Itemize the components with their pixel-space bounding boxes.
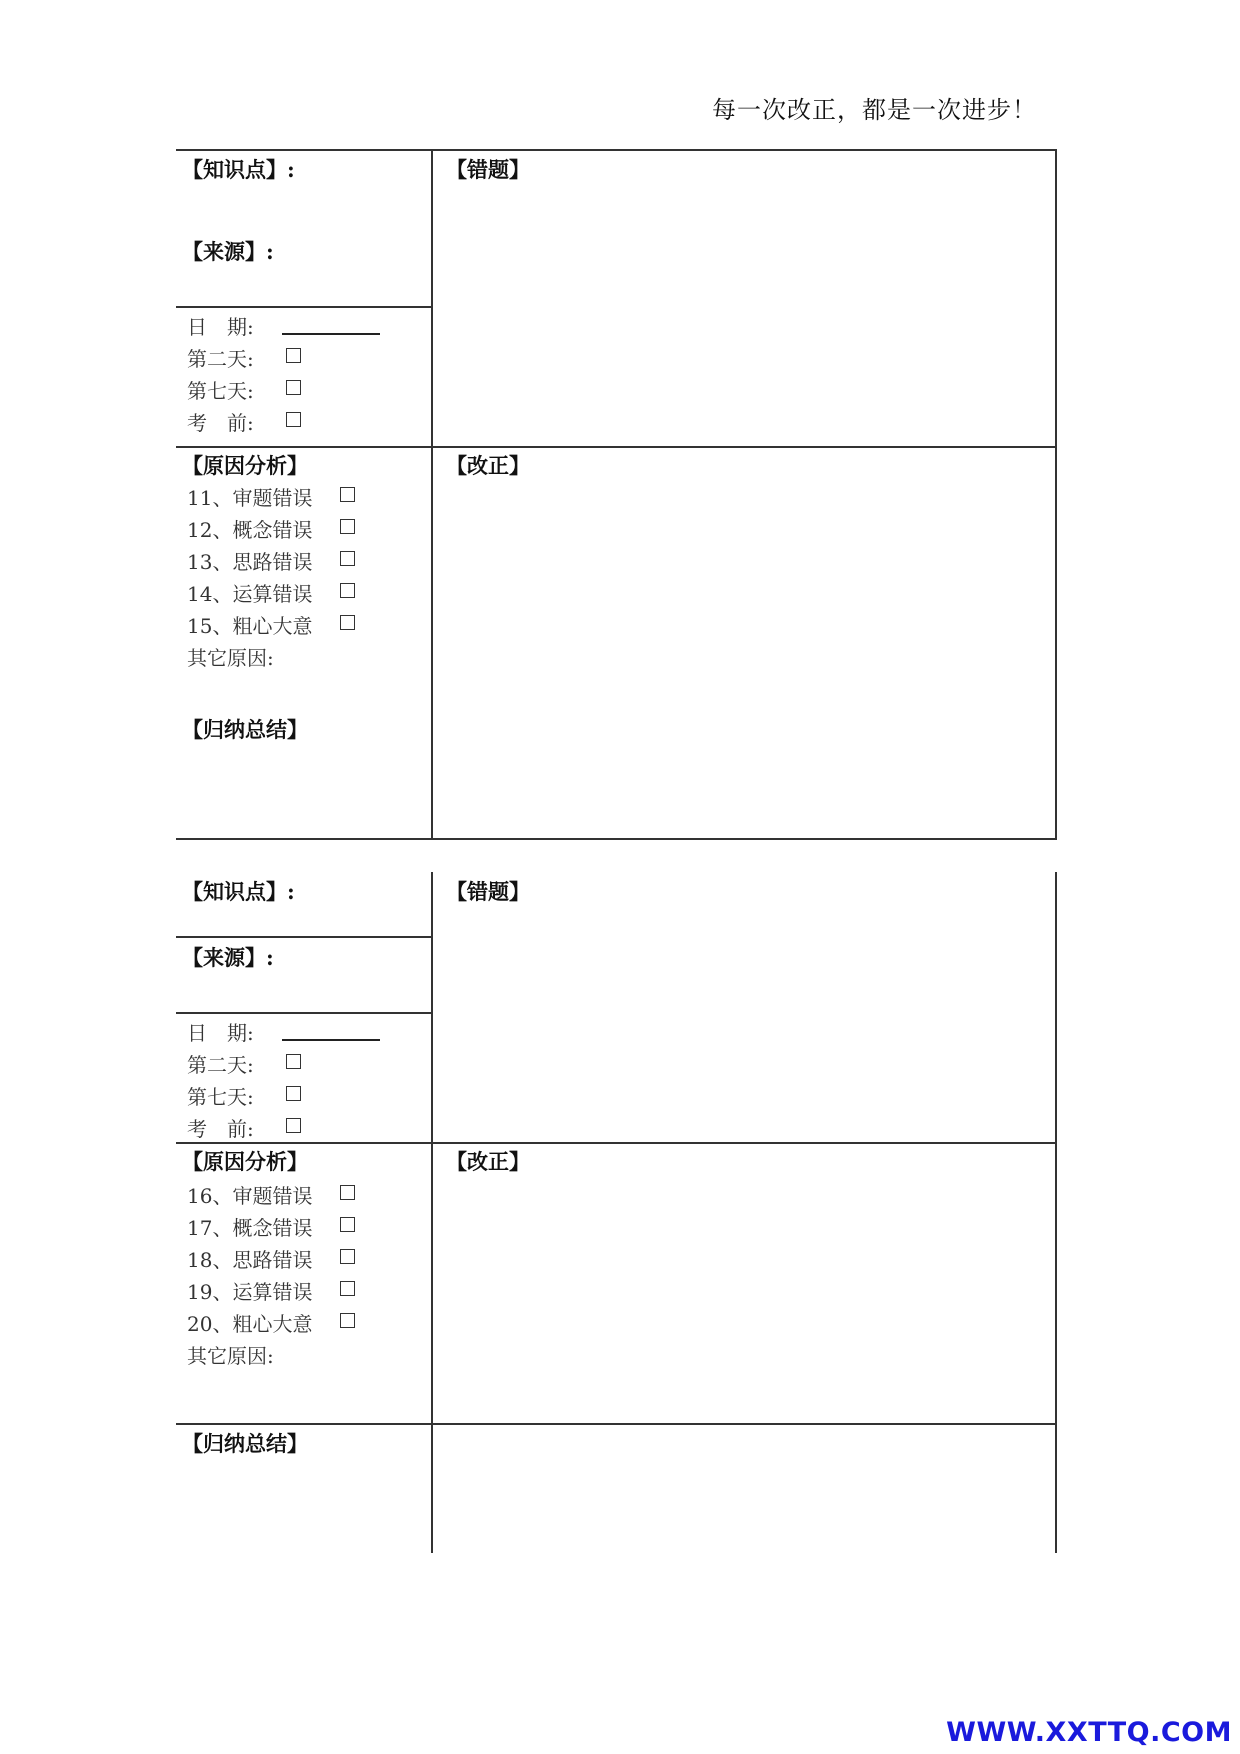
reason-checkbox[interactable] <box>340 1313 355 1328</box>
card2-right-border <box>1055 872 1057 1553</box>
other-reason-label: 其它原因: <box>187 1344 274 1368</box>
review-before-exam-checkbox[interactable] <box>286 1118 301 1133</box>
wrong-question-label: 【错题】 <box>446 157 530 182</box>
review-day7-label: 第七天: <box>187 1085 254 1109</box>
reason-checkbox[interactable] <box>340 583 355 598</box>
card1-bottom-border <box>176 838 1057 840</box>
summary-label: 【归纳总结】 <box>182 1431 308 1456</box>
reason-checkbox[interactable] <box>340 551 355 566</box>
reason-analysis-label: 【原因分析】 <box>182 1149 308 1174</box>
knowledge-point-label: 【知识点】: <box>182 157 295 182</box>
card2-column-divider <box>431 872 433 1553</box>
review-day7-label: 第七天: <box>187 379 254 403</box>
review-day2-label: 第二天: <box>187 1053 254 1077</box>
card2-left-divider-2 <box>176 1012 432 1014</box>
review-before-exam-label: 考 前: <box>187 1117 254 1141</box>
card2-middle-border <box>176 1142 1057 1144</box>
correction-label: 【改正】 <box>446 453 530 478</box>
date-label: 日 期: <box>187 1021 254 1045</box>
wrong-question-label: 【错题】 <box>446 879 530 904</box>
reason-checkbox[interactable] <box>340 1249 355 1264</box>
review-day2-checkbox[interactable] <box>286 348 301 363</box>
correction-label: 【改正】 <box>446 1149 530 1174</box>
card1-left-divider-1 <box>176 306 432 308</box>
reason-item: 12、概念错误 <box>187 518 313 542</box>
review-day2-label: 第二天: <box>187 347 254 371</box>
other-reason-label: 其它原因: <box>187 646 274 670</box>
review-before-exam-label: 考 前: <box>187 411 254 435</box>
review-day7-checkbox[interactable] <box>286 380 301 395</box>
reason-checkbox[interactable] <box>340 487 355 502</box>
reason-item: 15、粗心大意 <box>187 614 313 638</box>
reason-item: 20、粗心大意 <box>187 1312 313 1336</box>
date-label: 日 期: <box>187 315 254 339</box>
reason-checkbox[interactable] <box>340 519 355 534</box>
date-blank[interactable] <box>282 1039 380 1041</box>
review-day7-checkbox[interactable] <box>286 1086 301 1101</box>
review-day2-checkbox[interactable] <box>286 1054 301 1069</box>
reason-item: 17、概念错误 <box>187 1216 313 1240</box>
card1-right-border <box>1055 149 1057 839</box>
card1-top-border <box>176 149 1057 151</box>
summary-label: 【归纳总结】 <box>182 717 308 742</box>
reason-item: 19、运算错误 <box>187 1280 313 1304</box>
card2-left-divider-1 <box>176 936 432 938</box>
card1-middle-border <box>176 446 1057 448</box>
motto-header: 每一次改正，都是一次进步！ <box>712 96 1037 124</box>
site-watermark: WWW.XXTTQ.COM <box>946 1717 1232 1748</box>
reason-item: 11、审题错误 <box>187 486 313 510</box>
source-label: 【来源】: <box>182 945 274 970</box>
reason-item: 16、审题错误 <box>187 1184 313 1208</box>
reason-analysis-label: 【原因分析】 <box>182 453 308 478</box>
reason-checkbox[interactable] <box>340 1185 355 1200</box>
reason-item: 18、思路错误 <box>187 1248 313 1272</box>
reason-checkbox[interactable] <box>340 1217 355 1232</box>
reason-item: 13、思路错误 <box>187 550 313 574</box>
source-label: 【来源】: <box>182 239 274 264</box>
review-before-exam-checkbox[interactable] <box>286 412 301 427</box>
knowledge-point-label: 【知识点】: <box>182 879 295 904</box>
card2-lower-border <box>176 1423 1057 1425</box>
reason-checkbox[interactable] <box>340 615 355 630</box>
date-blank[interactable] <box>282 333 380 335</box>
reason-checkbox[interactable] <box>340 1281 355 1296</box>
reason-item: 14、运算错误 <box>187 582 313 606</box>
card1-column-divider <box>431 149 433 839</box>
